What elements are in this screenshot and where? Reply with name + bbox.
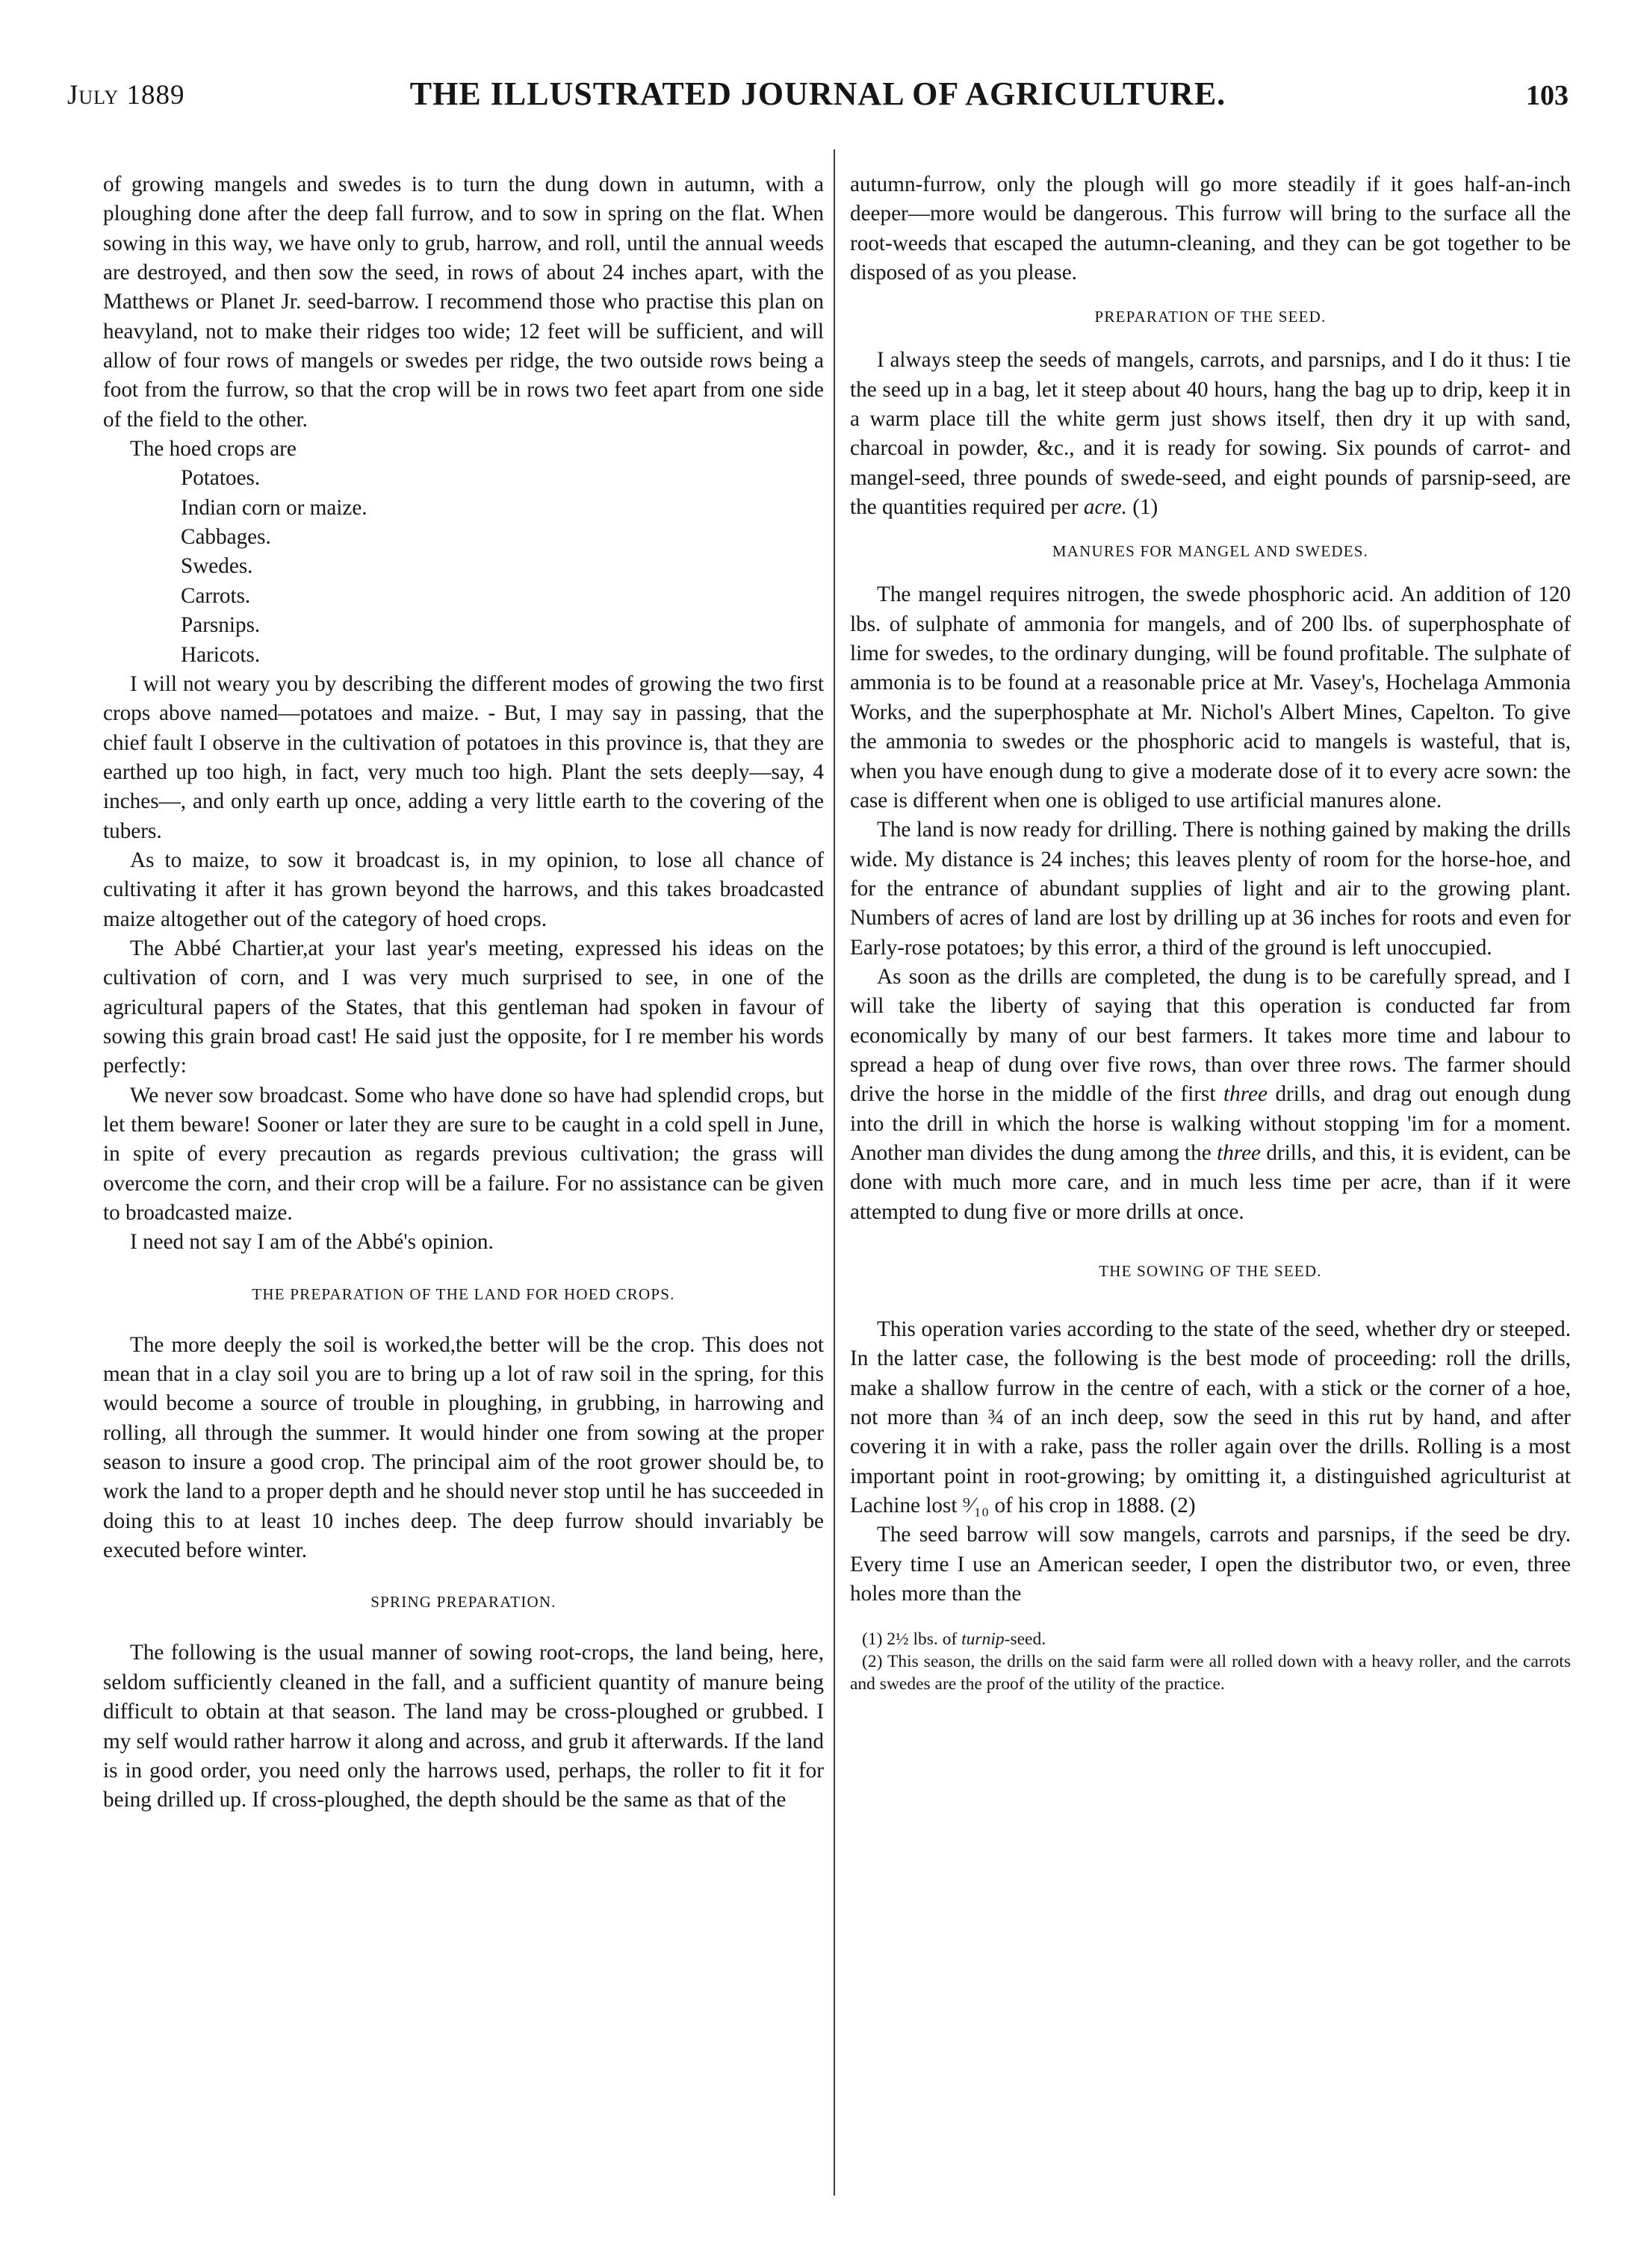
paragraph-maize: As to maize, to sow it broadcast is, in my opinion, to lose all chance of cultivating it after it has grown beyond the harrows, and this takes broadcasted maize altogether out of the category of hoed crops.	[103, 848, 824, 931]
section-heading-manures: MANURES FOR MANGEL AND SWEDES.	[1052, 542, 1369, 561]
hoed-crops-list	[103, 464, 824, 669]
dung-italic-three: three	[1217, 1140, 1261, 1165]
footnote-1-suffix: -seed.	[1004, 1629, 1046, 1650]
footnote-1	[850, 1628, 1571, 1650]
footnotes	[850, 1628, 1571, 1695]
paragraph-drilling: The land is now ready for drilling. There is nothing gained by making the drills wide. My distance is 24 inches; this leaves plenty of room for the horse-hoe, and for the entrance of abundant supplies of light and air to the growing plant. Numbers of acres of land are lost by drilling up at 36 inches for roots and even for Early-rose potatoes; by this error, a third of the ground is left unoccupied.	[850, 818, 1571, 960]
left-column	[103, 170, 824, 1815]
paragraph-steeping	[850, 346, 1571, 522]
paragraph-spring-preparation: The following is the usual manner of sowing root-crops, the land being, here, seldom sufficiently cleaned in the fall, and a sufficient quantity of manure being difficult to obtain at that season. The land may be cross-ploughed or grubbed. I my self would rather harrow it along and across, and grub it afterwards. If the land is in good order, you need only the harrows used, perhaps, the roller to fit it for being drilled up. If cross-ploughed, the depth should be the same as that of the	[103, 1641, 824, 1812]
section-heading-land-preparation: THE PREPARATION OF THE LAND FOR HOED CROPS.	[252, 1284, 675, 1303]
steeping-text: I always steep the seeds of mangels, carrots, and parsnips, and I do it thus: I tie the seed up in a bag, let it steep about 40 hours, hang the bag up to drip, keep it in a warm place till the white germ just shows itself, then dry it up with sand, charcoal in powder, &c., and it is ready for sowing. Six pounds of carrot- and mangel-seed, three pounds of swede-seed, and eight pounds of parsnip-seed, are the quantities required per	[850, 348, 1571, 520]
footnote-1-text: (1) 2½ lbs. of	[862, 1629, 962, 1650]
list-item: Parsnips.	[181, 613, 261, 638]
hoed-crops-intro: The hoed crops are	[130, 437, 297, 462]
steeping-acre: acre.	[1083, 495, 1127, 520]
journal-title: THE ILLUSTRATED JOURNAL OF AGRICULTURE.	[409, 75, 1226, 112]
footnote-2: (2) This season, the drills on the said farm were all rolled down with a heavy roller, and the carrots and swedes are the proof of the utility of the practice.	[850, 1652, 1571, 1694]
column-divider	[834, 149, 835, 2196]
paragraph-opinion: I need not say I am of the Abbé's opinion.	[130, 1230, 494, 1255]
running-header	[67, 72, 1569, 124]
right-column	[850, 170, 1571, 1695]
list-item: Carrots.	[181, 583, 251, 608]
list-item: Indian corn or maize.	[181, 495, 367, 520]
dung-italic-three: three	[1223, 1082, 1268, 1107]
list-item: Haricots.	[181, 642, 261, 667]
section-heading-spring-preparation: SPRING PREPARATION.	[370, 1593, 556, 1612]
dung-text-a: As soon as the drills are completed, the dung is to be carefully spread, and I will take the liberty of saying that this operation is conducted far from economically by many of our best farmers. It takes more time and labour to spread a heap of dung over five rows, than over three rows. The farmer should drive the horse in the middle of the first	[850, 964, 1571, 1107]
list-item: Swedes.	[181, 554, 253, 579]
paragraph-land-preparation: The more deeply the soil is worked,the better will be the crop. This does not mean that in a clay soil you are to bring up a lot of raw soil in the spring, for this would become a source of trouble in ploughing, in grubbing, in harrowing and rolling, all through the summer. It would hinder one from sowing at the proper season to insure a good crop. The principal aim of the root grower should be, to work the land to a proper depth and he should never stop until he has succeeded in doing this to at least 10 inches deep. The deep furrow should invariably be executed before winter.	[103, 1332, 824, 1563]
paragraph-intro: of growing mangels and swedes is to turn the dung down in autumn, with a ploughing done after the deep fall furrow, and to sow in spring on the flat. When sowing in this way, we have only to grub, harrow, and roll, until the annual weeds are destroyed, and then sow the seed, in rows of about 24 inches apart, with the Matthews or Planet Jr. seed-barrow. I recommend those who practise this plan on heavyland, not to make their ridges too wide; 12 feet will be sufficient, and will allow of four rows of mangels or swedes per ridge, the two outside rows being a foot from the furrow, so that the crop will be in rows two feet apart from one side of the field to the other.	[103, 173, 824, 432]
paragraph-sowing: This operation varies according to the state of the seed, whether dry or steeped. In the latter case, the following is the best mode of proceeding: roll the drills, make a shallow furrow in the centre of each, with a stick or the corner of a hoe, not more than ¾ of an inch deep, sow the seed in this rut by hand, and after covering it in with a rake, pass the roller again over the drills. Rolling is a most important point in root-growing; by omitting it, a distinguished agriculturist at Lachine lost ⁹⁄₁₀ of his crop in 1888. (2)	[850, 1317, 1571, 1518]
section-heading-seed-preparation: PREPARATION OF THE SEED.	[1094, 308, 1327, 326]
section-heading-sowing: THE SOWING OF THE SEED.	[1099, 1262, 1322, 1280]
page-number: 103	[1526, 80, 1569, 111]
dung-text-c: drills, and this, it is evident, can be done with much more care, and in much less time per acre, than if it were attempted to dung five or more drills at once.	[850, 1140, 1571, 1224]
dung-text-b: drills, and drag out enough dung into the drill in which the horse is walking without stopping 'im for a moment. Another man divides the dung among the	[850, 1082, 1571, 1165]
footnote-ref-1: (1)	[1126, 495, 1158, 520]
paragraph-potatoes: I will not weary you by describing the different modes of growing the two first crops above named—potatoes and maize. - But, I may say in passing, that the chief fault I observe in the cultivation of potatoes in this province is, that they are earthed up too high, in fact, very much too high. Plant the sets deeply—say, 4 inches—, and only earth up once, adding a very little earth to the covering of the tubers.	[103, 671, 824, 843]
footnote-1-italic: turnip	[961, 1629, 1005, 1650]
list-item: Potatoes.	[181, 466, 261, 491]
paragraph-dung-spreading	[850, 963, 1571, 1227]
list-item: Cabbages.	[181, 525, 271, 550]
paragraph-manures: The mangel requires nitrogen, the swede phosphoric acid. An addition of 120 lbs. of sulphate of ammonia for mangels, and of 200 lbs. of superphosphate of lime for swedes, to the ordinary dunging, will be found profitable. The sulphate of ammonia is to be found at a reasonable price at Mr. Vasey's, Hochelaga Ammonia Works, and the superphosphate at Mr. Nichol's Albert Mines, Capelton. To give the ammonia to swedes or the phosphoric acid to mangels is wasteful, that is, when you have enough dung to give a moderate dose of it to every acre sown: the case is different when one is obliged to use artificial manures alone.	[850, 582, 1571, 813]
paragraph-autumn-furrow: autumn-furrow, only the plough will go more steadily if it goes half-an-inch deeper—more would be dangerous. This furrow will bring to the surface all the root-weeds that escaped the autumn-cleaning, and they can be got together to be disposed of as you please.	[850, 173, 1571, 285]
paragraph-seed-barrow: The seed barrow will sow mangels, carrots and parsnips, if the seed be dry. Every time I use an American seeder, I open the distributor two, or even, three holes more than the	[850, 1523, 1571, 1606]
paragraph-abbe-chartier: The Abbé Chartier,at your last year's meeting, expressed his ideas on the cultivation of corn, and I was very much surprised to see, in one of the agricultural papers of the States, that this gentleman had spoken in favour of sowing this grain broad cast! He said just the opposite, for I re member his words perfectly:	[103, 936, 824, 1078]
issue-date: July 1889	[67, 80, 185, 111]
quoted-passage: We never sow broadcast. Some who have done so have had splendid crops, but let them beware! Sooner or later they are sure to be caught in a cold spell in June, in spite of every precaution as regards previous cultivation; the grass will overcome the corn, and their crop will be a failure. For no assistance can be given to broadcasted maize.	[103, 1083, 824, 1225]
